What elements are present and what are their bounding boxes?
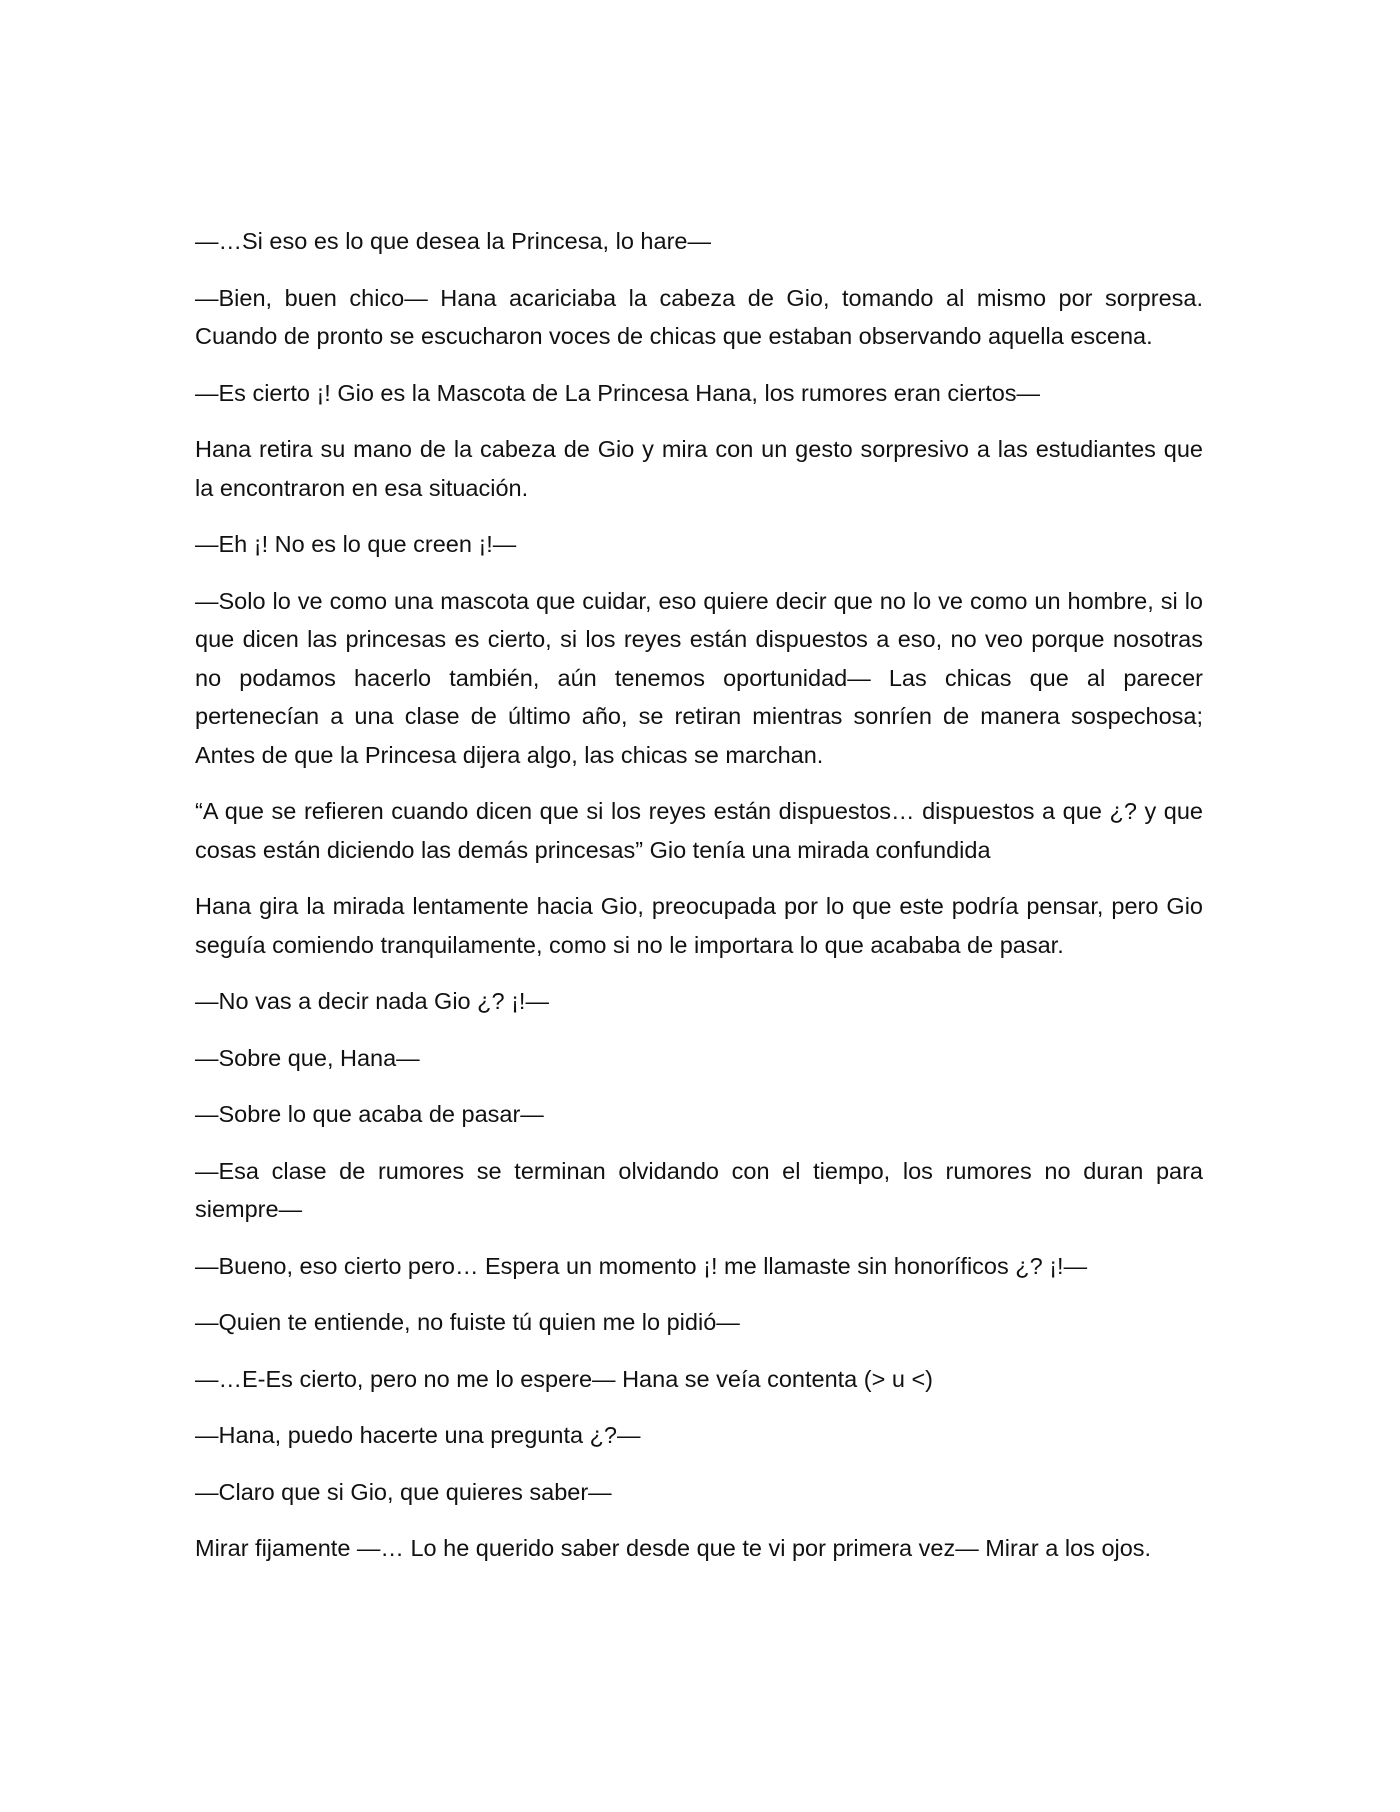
paragraph: —Quien te entiende, no fuiste tú quien me lo pidió—	[195, 1309, 740, 1335]
paragraph: —No vas a decir nada Gio ¿? ¡!—	[195, 988, 549, 1014]
paragraph: —Sobre lo que acaba de pasar—	[195, 1101, 544, 1127]
paragraph: —Hana, puedo hacerte una pregunta ¿?—	[195, 1422, 641, 1448]
paragraph: —Claro que si Gio, que quieres saber—	[195, 1478, 612, 1505]
paragraph: —…E-Es cierto, pero no me lo espere— Hana se veía contenta (> u <)	[195, 1365, 934, 1392]
paragraph: —Bien, buen chico— Hana acariciaba la cabeza de Gio, tomando al mismo por sorpresa. Cuando de pronto se escucharon voces de chicas que estaban observando aquella escena.	[195, 284, 1203, 349]
paragraph: —Esa clase de rumores se terminan olvidando con el tiempo, los rumores no duran para siempre—	[195, 1157, 1203, 1222]
paragraph: Hana retira su mano de la cabeza de Gio y mira con un gesto sorpresivo a las estudiantes que la encontraron en esa situación.	[195, 436, 1203, 501]
paragraph: “A que se refieren cuando dicen que si los reyes están dispuestos… dispuestos a que ¿? y que cosas están diciendo las demás princesas” Gio tenía una mirada confundida	[195, 798, 1203, 863]
paragraph: —Es cierto ¡! Gio es la Mascota de La Princesa Hana, los rumores eran ciertos—	[195, 379, 1041, 406]
paragraph: —Sobre que, Hana—	[195, 1044, 420, 1071]
paragraph: —Solo lo ve como una mascota que cuidar, eso quiere decir que no lo ve como un hombre, si lo que dicen las princesas es cierto, si los reyes están dispuestos a eso, no veo porque nosotras no podamos hacerlo también, aún tenemos oportunidad— Las chicas que al parecer pertenecían a una clase de último año, se retiran mientras sonríen de manera sospechosa; Antes de que la Princesa dijera algo, las chicas se marchan.	[195, 587, 1203, 768]
paragraph: —…Si eso es lo que desea la Princesa, lo hare—	[195, 228, 711, 254]
document-body	[195, 222, 1203, 1586]
paragraph: Hana gira la mirada lentamente hacia Gio, preocupada por lo que este podría pensar, pero Gio seguía comiendo tranquilamente, como si no le importara lo que acababa de pasar.	[195, 893, 1203, 958]
paragraph: —Bueno, eso cierto pero… Espera un momento ¡! me llamaste sin honoríficos ¿? ¡!—	[195, 1252, 1088, 1279]
paragraph: Mirar fijamente —… Lo he querido saber desde que te vi por primera vez— Mirar a los ojos.	[195, 1535, 1152, 1561]
paragraph: —Eh ¡! No es lo que creen ¡!—	[195, 531, 517, 557]
